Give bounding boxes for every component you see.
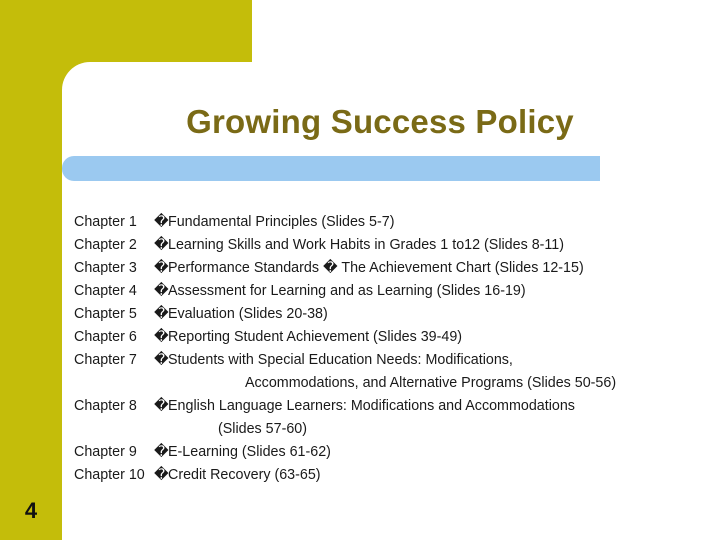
left-accent-band <box>0 0 62 540</box>
chapter-label: Chapter 4 <box>74 283 137 299</box>
chapter-title: Learning Skills and Work Habits in Grades 1 to12 (Slides 8-11) <box>168 237 565 253</box>
replacement-glyph: � <box>154 329 169 345</box>
chapter-row <box>74 441 664 464</box>
chapter-row <box>74 211 664 234</box>
chapter-label: Chapter 5 <box>74 306 137 322</box>
chapter-title: E-Learning (Slides 61-62) <box>168 444 331 460</box>
replacement-glyph: � <box>154 214 169 230</box>
chapter-row <box>74 303 664 326</box>
replacement-glyph: � <box>154 467 169 483</box>
chapter-row <box>74 395 664 418</box>
replacement-glyph: � <box>154 444 169 460</box>
replacement-glyph: � <box>154 237 169 253</box>
replacement-glyph: � <box>154 306 169 322</box>
top-accent-block <box>0 0 252 62</box>
replacement-glyph: � <box>154 398 169 414</box>
chapter-label: Chapter 1 <box>74 214 137 230</box>
chapter-title: Students with Special Education Needs: Modifications, <box>168 352 513 368</box>
chapter-row <box>74 280 664 303</box>
chapter-label: Chapter 6 <box>74 329 137 345</box>
chapter-title: Assessment for Learning and as Learning (Slides 16-19) <box>168 283 526 299</box>
chapter-row <box>74 257 664 280</box>
chapter-title-continuation: Accommodations, and Alternative Programs (Slides 50-56) <box>245 375 617 391</box>
replacement-glyph: � <box>154 283 169 299</box>
chapter-title-continuation: (Slides 57-60) <box>218 421 307 437</box>
chapter-list <box>74 211 664 487</box>
chapter-label: Chapter 8 <box>74 398 137 414</box>
chapter-label: Chapter 2 <box>74 237 137 253</box>
chapter-title: Reporting Student Achievement (Slides 39-49) <box>168 329 463 345</box>
title-underline-bar <box>62 156 600 181</box>
chapter-title: English Language Learners: Modifications and Accommodations <box>168 398 575 414</box>
chapter-label: Chapter 3 <box>74 260 137 276</box>
chapter-row <box>74 349 664 372</box>
chapter-label: Chapter 10 <box>74 467 145 483</box>
chapter-row <box>74 234 664 257</box>
chapter-label: Chapter 9 <box>74 444 137 460</box>
slide-title: Growing Success Policy <box>186 103 574 140</box>
chapter-row <box>74 326 664 349</box>
replacement-glyph: � <box>154 352 169 368</box>
chapter-title: Credit Recovery (63-65) <box>168 467 321 483</box>
replacement-glyph: � <box>154 260 169 276</box>
chapter-title: Performance Standards � The Achievement Chart (Slides 12-15) <box>168 260 584 276</box>
chapter-label: Chapter 7 <box>74 352 137 368</box>
page-number: 4 <box>24 498 38 523</box>
chapter-title: Fundamental Principles (Slides 5-7) <box>168 214 395 230</box>
chapter-title: Evaluation (Slides 20-38) <box>168 306 328 322</box>
chapter-row <box>74 464 664 487</box>
